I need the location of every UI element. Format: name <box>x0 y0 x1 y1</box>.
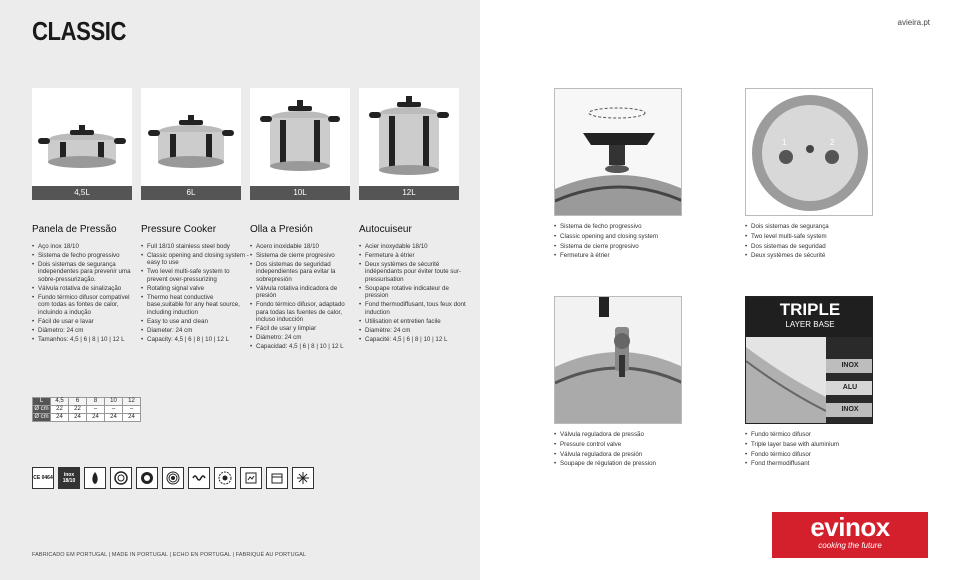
column-title: Olla a Presión <box>250 224 313 235</box>
table-cell: Ø cm <box>34 406 49 412</box>
list-item: • Dos sistemas de seguridad <box>745 242 895 252</box>
list-item: • Diámetro: 24 cm <box>250 334 358 341</box>
feature-closing-list <box>554 222 704 261</box>
list-item: • Fondo térmico difusor, adaptado para todas las fuentes de calor, incluso inducción <box>250 301 358 323</box>
list-item: • Fácil de usar y limpiar <box>250 325 358 332</box>
table-cell: 24 <box>51 414 69 422</box>
product-card <box>32 88 132 200</box>
list-item: • Sistema de fecho progressivo <box>32 252 140 259</box>
column-title: Autocuiseur <box>359 224 412 235</box>
feature-closing-image <box>554 88 682 216</box>
list-item: • Capacidad: 4,5 | 6 | 8 | 10 | 12 L <box>250 343 358 350</box>
list-item: • Fundo térmico difusor compatível com todas as fontes de calor, incluindo a indução <box>32 294 140 316</box>
list-item: • Utilisation et entretien facile <box>359 318 467 325</box>
list-item: • Aço inox 18/10 <box>32 243 140 250</box>
table-cell: 8 <box>87 398 105 406</box>
list-item: • Válvula rotativa de sinalização <box>32 285 140 292</box>
list-item: • Fondo térmico difusor <box>745 450 895 460</box>
table-cell: 10 <box>105 398 123 406</box>
product-size: 4,5L <box>32 186 132 200</box>
table-row <box>33 406 141 414</box>
feature-safety-image <box>745 88 873 216</box>
list-item: • Soupape de régulation de pression <box>554 459 704 469</box>
product-card <box>359 88 459 200</box>
list-item: • Fácil de usar e lavar <box>32 318 140 325</box>
table-cell: 24 <box>69 414 87 422</box>
halogen-icon <box>162 467 184 489</box>
product-size: 6L <box>141 186 241 200</box>
ce-icon: CE 0464 <box>32 467 54 489</box>
dimensions-table <box>32 397 141 422</box>
feature-triple-base-list <box>745 430 895 469</box>
column-es <box>250 224 358 352</box>
table-cell: 24 <box>123 414 141 422</box>
list-item: • Rotating signal valve <box>141 285 249 292</box>
list-item: • Triple layer base with aluminium <box>745 440 895 450</box>
gas-icon <box>84 467 106 489</box>
column-pt <box>32 224 140 345</box>
safety-label-1: 1 <box>782 138 787 147</box>
table-cell: – <box>123 406 141 414</box>
ceramic-icon <box>110 467 132 489</box>
product-card <box>141 88 241 200</box>
table-cell: 24 <box>87 414 105 422</box>
feature-valve-image <box>554 296 682 424</box>
list-item: • Pressure control valve <box>554 440 704 450</box>
column-title: Panela de Pressão <box>32 224 117 235</box>
list-item: • Diamètre: 24 cm <box>359 327 467 334</box>
list-item: • Two level multi-safe system to prevent over-pressurizing <box>141 268 249 283</box>
list-item: • Dos sistemas de seguridad independientes para evitar la sobrepresión <box>250 261 358 283</box>
dishwasher-icon <box>240 467 262 489</box>
product-photo <box>359 88 459 186</box>
list-item: • Thermo heat conductive base,suitable for any heat source, including induction <box>141 294 249 316</box>
list-item: • Classic opening and closing system <box>554 232 704 242</box>
list-item: • Easy to use and clean <box>141 318 249 325</box>
evinox-logo <box>772 512 928 558</box>
table-cell: 24 <box>105 414 123 422</box>
safety-label-2: 2 <box>830 138 835 147</box>
oven-icon <box>266 467 288 489</box>
list-item: • Válvula reguladora de presión <box>554 450 704 460</box>
list-item: • Capacité: 4,5 | 6 | 8 | 10 | 12 L <box>359 336 467 343</box>
table-cell: L <box>33 398 51 406</box>
list-item: • Dois sistemas de segurança independentes para prevenir uma sobre-pressurização. <box>32 261 140 283</box>
footer-made-in: FABRICADO EM PORTUGAL | MADE IN PORTUGAL | ECHO EN PORTUGAL | FABRIQUÉ AU PORTUGAL <box>32 552 306 558</box>
list-item: • Full 18/10 stainless steel body <box>141 243 249 250</box>
table-row <box>33 398 141 406</box>
layer-alu: ALU <box>826 381 873 395</box>
layer-inox-bottom: INOX <box>826 403 873 417</box>
list-item: • Deux systèmes de sécurité indépendants pour éviter toute sur-pressurisation <box>359 261 467 283</box>
list-item: • Acero inoxidable 18/10 <box>250 243 358 250</box>
column-fr <box>359 224 467 345</box>
table-cell: 22 <box>51 406 69 414</box>
list-item: • Dois sistemas de segurança <box>745 222 895 232</box>
right-page <box>480 0 960 580</box>
list-item: • Diâmetro: 24 cm <box>32 327 140 334</box>
list-item: • Soupape rotative indicateur de pression <box>359 285 467 300</box>
product-photo <box>32 88 132 186</box>
logo-brand: evinox <box>810 512 890 542</box>
layer-inox-top: INOX <box>826 359 873 373</box>
list-item: • Tamanhos: 4,5 | 6 | 8 | 10 | 12 L <box>32 336 140 343</box>
cert-icons <box>32 467 314 489</box>
table-cell: 12 <box>123 398 141 406</box>
list-item: • Deux systèmes de sécurité <box>745 251 895 261</box>
table-cell: 22 <box>69 406 87 414</box>
list-item: • Sistema de fecho progressivo <box>554 222 704 232</box>
list-item: • Two level multi-safe system <box>745 232 895 242</box>
feature-safety-list <box>745 222 895 261</box>
table-cell: 4,5 <box>51 398 69 406</box>
product-card <box>250 88 350 200</box>
fridge-icon <box>292 467 314 489</box>
product-photo <box>250 88 350 186</box>
list-item: • Fundo térmico difusor <box>745 430 895 440</box>
list-item: • Fermeture à étrier <box>554 251 704 261</box>
list-item: • Sistema de cierre progresivo <box>250 252 358 259</box>
vitro-icon <box>214 467 236 489</box>
triple-subtitle: LAYER BASE <box>785 320 835 329</box>
table-row <box>33 414 141 422</box>
feature-valve-list <box>554 430 704 469</box>
page-title: CLASSIC <box>32 16 127 46</box>
list-item: • Fermeture à étrier <box>359 252 467 259</box>
logo-tagline: cooking the future <box>818 541 882 550</box>
list-item: • Fond thermodiffusant, tous feux dont induction <box>359 301 467 316</box>
list-item: • Sistema de cierre progresivo <box>554 242 704 252</box>
electric-icon <box>136 467 158 489</box>
list-item: • Fond thermodiffusant <box>745 459 895 469</box>
feature-triple-base-image <box>745 296 873 424</box>
list-item: • Capacity: 4,5 | 6 | 8 | 10 | 12 L <box>141 336 249 343</box>
column-title: Pressure Cooker <box>141 224 217 235</box>
table-cell: – <box>105 406 123 414</box>
site-url: avieira.pt <box>897 18 930 27</box>
column-en <box>141 224 249 345</box>
list-item: • Diameter: 24 cm <box>141 327 249 334</box>
table-cell: 6 <box>69 398 87 406</box>
product-size: 12L <box>359 186 459 200</box>
product-photo <box>141 88 241 186</box>
list-item: • Válvula rotativa indicadora de presión <box>250 285 358 300</box>
list-item: • Classic opening and closing system - easy to use <box>141 252 249 267</box>
list-item: • Válvula reguladora de pressão <box>554 430 704 440</box>
list-item: • Acier inoxydable 18/10 <box>359 243 467 250</box>
inox-icon: inox 18/10 <box>58 467 80 489</box>
induction-icon <box>188 467 210 489</box>
triple-title: TRIPLE <box>779 300 841 319</box>
product-size: 10L <box>250 186 350 200</box>
table-cell: – <box>87 406 105 414</box>
table-cell: Ø cm <box>34 414 49 420</box>
